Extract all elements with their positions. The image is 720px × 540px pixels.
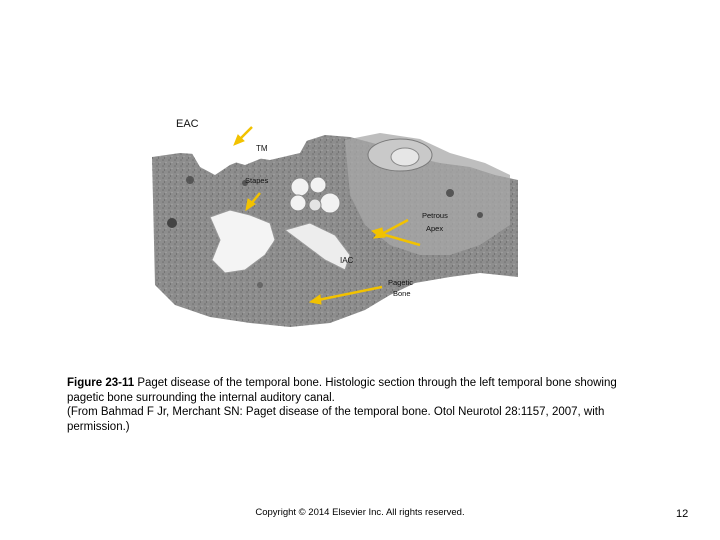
label-apex: Apex [426,224,444,233]
figure-number: Figure 23-11 [67,377,135,389]
copyright-footer: Copyright © 2014 Elsevier Inc. All rights reserved. [255,507,465,518]
caption-line-1 [67,376,657,391]
histology-section-image [150,105,520,330]
figure-caption [67,376,657,434]
caption-line-2: pagetic bone surrounding the internal auditory canal. [67,391,335,404]
caption-source-line-1: (From Bahmad F Jr, Merchant SN: Paget disease of the temporal bone. Otol Neurotol 28:1157, 2007, with [67,406,605,418]
label-bone: Bone [393,289,411,298]
label-eac: EAC [176,118,199,130]
caption-text: Paget disease of the temporal bone. Histologic section through the left temporal bone showing [134,377,617,389]
histology-figure [150,105,520,330]
caption-source-line-2: permission.) [67,420,130,433]
label-stapes: Stapes [245,176,269,185]
label-iac: IAC [340,256,354,265]
label-tm: TM [256,144,268,153]
label-petrous: Petrous [422,211,448,220]
label-pagetic: Pagetic [388,278,414,287]
page-number: 12 [676,508,689,520]
cochlea-turn [291,178,309,196]
